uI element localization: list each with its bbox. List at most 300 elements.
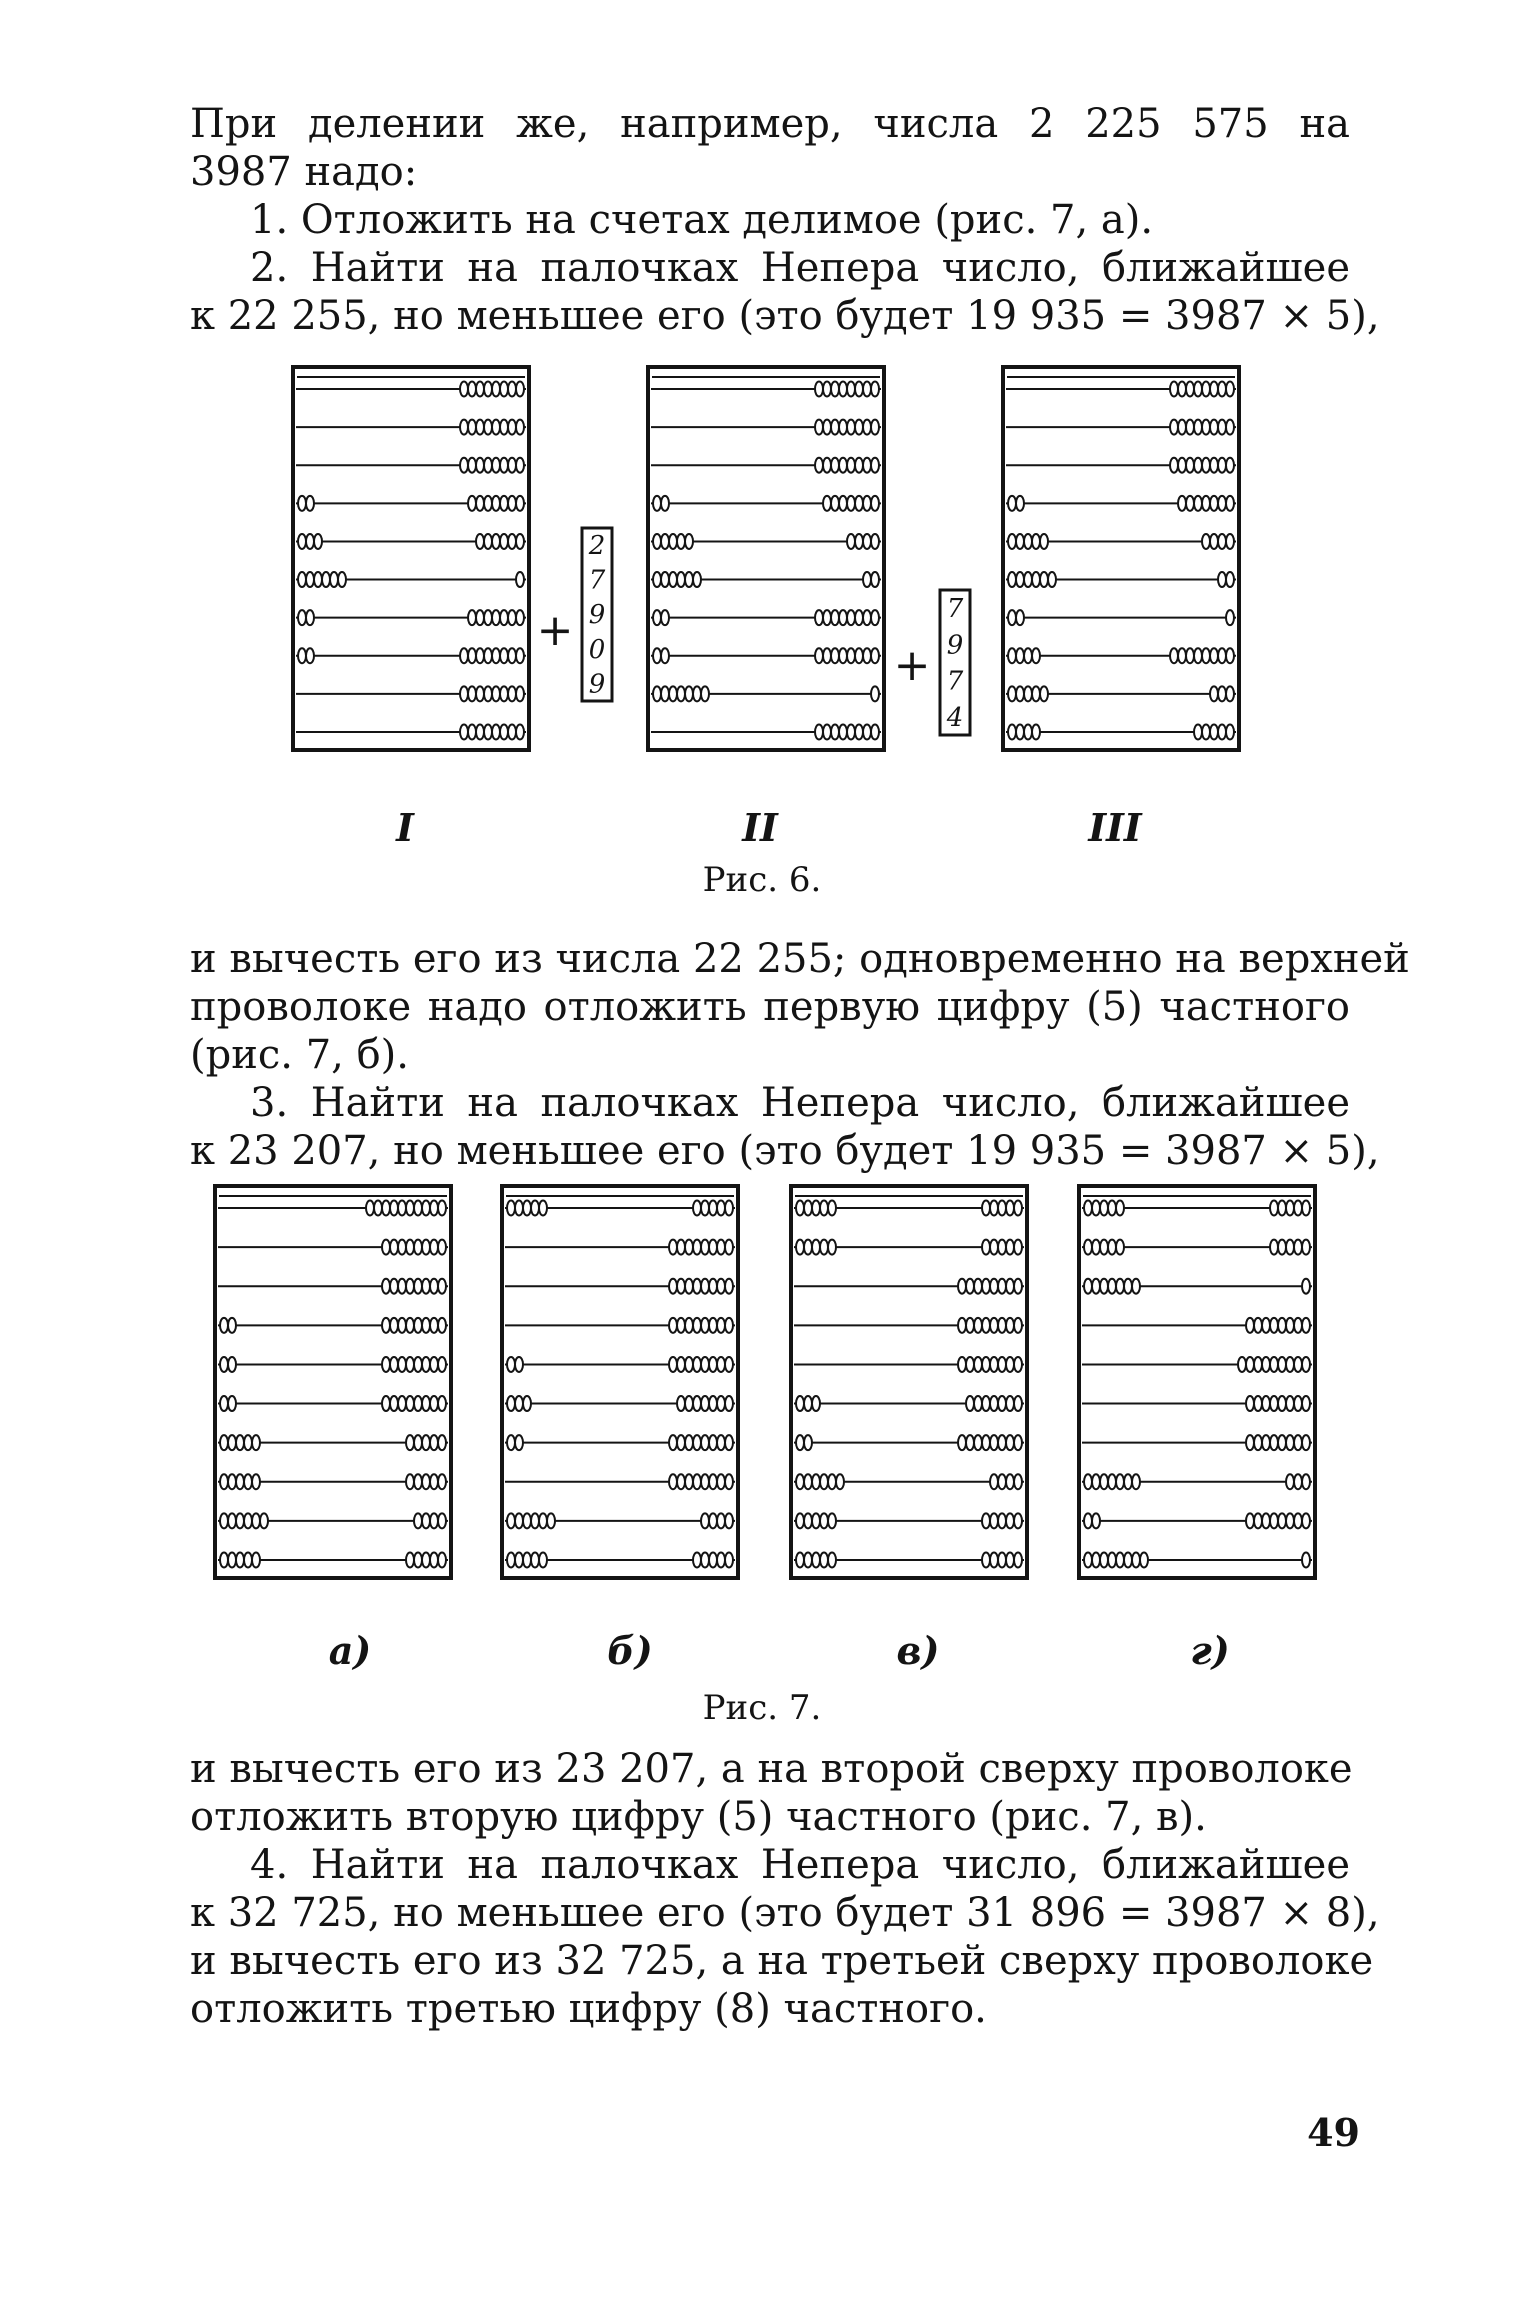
fig7-abacus-v-bead — [828, 1513, 836, 1528]
fig7-abacus-g-bead — [1286, 1201, 1294, 1216]
fig7-abacus-a-bead — [406, 1435, 414, 1450]
fig6-abacus-3-bead — [1170, 382, 1178, 397]
fig6-abacus-2-bead — [839, 610, 847, 625]
fig7-abacus-b-bead — [717, 1279, 725, 1294]
fig7-abacus-b-bead — [685, 1318, 693, 1333]
fig7-abacus-b-bead — [693, 1201, 701, 1216]
fig7-abacus-b-bead — [693, 1279, 701, 1294]
fig7-abacus-a-bead — [438, 1474, 446, 1489]
fig6-abacus-1-bead — [516, 686, 524, 701]
fig7-abacus-g-bead — [1124, 1474, 1132, 1489]
fig6-abacus-2-bead — [653, 496, 661, 511]
fig7-abacus-a-bead — [430, 1240, 438, 1255]
fig6-abacus-1-bead — [516, 534, 524, 549]
fig7-abacus-a-bead — [438, 1279, 446, 1294]
fig6-abacus-1-bead — [492, 648, 500, 663]
fig6-abacus-1-bead — [314, 534, 322, 549]
fig7-abacus-a-bead — [220, 1396, 228, 1411]
fig7-abacus-v-bead — [1006, 1318, 1014, 1333]
fig7-abacus-g-bead — [1246, 1435, 1254, 1450]
fig7-abacus-g-bead — [1302, 1553, 1310, 1568]
fig7-abacus-v-bead — [966, 1318, 974, 1333]
fig6-abacus-3-bead — [1210, 420, 1218, 435]
fig7-abacus-a-bead — [228, 1357, 236, 1372]
fig7-abacus-b-bead — [725, 1357, 733, 1372]
fig7-abacus-v-bead — [998, 1513, 1006, 1528]
fig6-abacus-2-bead — [823, 610, 831, 625]
fig6-abacus-1-bead — [508, 610, 516, 625]
fig7-abacus-v-bead — [1014, 1513, 1022, 1528]
fig7-abacus-b-bead — [677, 1279, 685, 1294]
fig7-abacus-b-bead — [669, 1240, 677, 1255]
fig6-abacus-3-bead — [1226, 420, 1234, 435]
fig7-abacus-g-bead — [1100, 1279, 1108, 1294]
fig7-abacus-a-bead — [406, 1318, 414, 1333]
fig7-abacus-v-bead — [1014, 1279, 1022, 1294]
fig6-abacus-1-bead — [476, 420, 484, 435]
fig7-abacus-v-bead — [804, 1474, 812, 1489]
fig7-abacus-v-bead — [828, 1201, 836, 1216]
fig6-abacus-3-bead — [1008, 572, 1016, 587]
fig6-abacus-1-bead — [508, 534, 516, 549]
fig6-abacus-3-bead — [1218, 534, 1226, 549]
fig7-abacus-v-bead — [796, 1435, 804, 1450]
fig7-abacus-a-bead — [220, 1357, 228, 1372]
fig7-abacus-b-bead — [693, 1318, 701, 1333]
fig7-abacus-v-bead — [990, 1474, 998, 1489]
fig6-abacus-1-bead — [484, 610, 492, 625]
fig7-abacus-g-bead — [1124, 1553, 1132, 1568]
fig6-abacus-1-bead — [508, 382, 516, 397]
fig7-abacus-g-bead — [1278, 1318, 1286, 1333]
fig7-abacus-b-bead — [717, 1357, 725, 1372]
fig7-abacus-g-bead — [1084, 1240, 1092, 1255]
fig7-abacus-b-bead — [717, 1474, 725, 1489]
fig7-abacus-b-bead — [701, 1279, 709, 1294]
fig7-abacus-g-bead — [1294, 1435, 1302, 1450]
fig7-abacus-v-bead — [1014, 1435, 1022, 1450]
fig6-abacus-1-bead — [476, 496, 484, 511]
fig6-abacus-3-bead — [1024, 648, 1032, 663]
fig7-abacus-g-bead — [1302, 1201, 1310, 1216]
fig6-abacus-1-bead — [484, 382, 492, 397]
text-line: 2. Найти на палочках Непера число, ближайшее — [250, 245, 1350, 291]
fig7-abacus-v-bead — [990, 1435, 998, 1450]
text-line: 4. Найти на палочках Непера число, ближайшее — [250, 1842, 1350, 1888]
fig6-abacus-1-bead — [516, 648, 524, 663]
fig7-abacus-a-bead — [430, 1357, 438, 1372]
text-line: к 32 725, но меньшее его (это будет 31 896 = 3987 × 8), — [190, 1890, 1380, 1936]
fig7-abacus-b-bead — [539, 1553, 547, 1568]
fig7-abacus-g-bead — [1254, 1396, 1262, 1411]
fig6-abacus-2-bead — [831, 648, 839, 663]
fig6-abacus-2-bead — [661, 572, 669, 587]
fig6-abacus-2-bead — [855, 382, 863, 397]
fig6-abacus-1-bead — [298, 496, 306, 511]
fig6-abacus-3-bead — [1194, 382, 1202, 397]
fig7-abacus-g-bead — [1286, 1240, 1294, 1255]
fig6-abacus-3-bead — [1210, 458, 1218, 473]
fig7-abacus-b-bead — [677, 1240, 685, 1255]
fig7-abacus-a-bead — [414, 1396, 422, 1411]
fig7-abacus-b-bead — [725, 1318, 733, 1333]
fig7-abacus-g-bead — [1294, 1513, 1302, 1528]
fig7-abacus-a-bead — [390, 1279, 398, 1294]
fig6-abacus-1-bead — [468, 458, 476, 473]
fig6-abacus-2-bead — [839, 420, 847, 435]
fig6-abacus-1-bead — [468, 382, 476, 397]
fig6-abacus-3-bead — [1226, 648, 1234, 663]
fig7-abacus-v-bead — [958, 1318, 966, 1333]
fig7-abacus-g-bead — [1270, 1435, 1278, 1450]
fig6-abacus-2-bead — [855, 458, 863, 473]
fig7-abacus-b-bead — [725, 1240, 733, 1255]
fig6-abacus-2-bead — [871, 572, 879, 587]
fig6-abacus-2-bead — [823, 496, 831, 511]
fig7-abacus-b-bead — [515, 1435, 523, 1450]
fig7-abacus-a-bead — [422, 1474, 430, 1489]
fig7-abacus-a-bead — [374, 1201, 382, 1216]
fig6-abacus-1-bead — [516, 572, 524, 587]
fig6-abacus-1-bead — [484, 420, 492, 435]
fig7-abacus-v-bead — [958, 1357, 966, 1372]
fig7-abacus-a-bead — [438, 1435, 446, 1450]
fig7-abacus-a-bead — [228, 1318, 236, 1333]
fig7-abacus-v-bead — [1006, 1435, 1014, 1450]
fig6-abacus-2-bead — [847, 610, 855, 625]
fig7-abacus-b-bead — [709, 1513, 717, 1528]
fig6-abacus-2-bead — [863, 420, 871, 435]
fig6-abacus-3-bead — [1024, 725, 1032, 740]
text-line: 3987 надо: — [190, 149, 418, 195]
fig6-abacus-1-bead — [516, 420, 524, 435]
fig7-abacus-g-bead — [1286, 1357, 1294, 1372]
fig6-abacus-1-bead — [460, 648, 468, 663]
fig7-abacus-b-bead — [709, 1318, 717, 1333]
fig6-abacus-1-bead — [298, 534, 306, 549]
fig6-rod-1-digit: 7 — [588, 565, 606, 596]
fig7-abacus-g-bead — [1108, 1474, 1116, 1489]
fig6-abacus-2-bead — [855, 534, 863, 549]
fig6-abacus-2-bead — [823, 458, 831, 473]
fig6-abacus-3-bead — [1202, 458, 1210, 473]
fig7-abacus-g-bead — [1132, 1553, 1140, 1568]
fig6-abacus-1-bead — [460, 420, 468, 435]
fig6-abacus-1-bead — [516, 610, 524, 625]
fig6-abacus-2-bead — [815, 610, 823, 625]
fig7-abacus-b-bead — [523, 1513, 531, 1528]
fig6-rod-1-digit: 0 — [588, 634, 606, 665]
fig6-abacus-3-bead — [1024, 572, 1032, 587]
fig7-abacus-b-bead — [685, 1279, 693, 1294]
fig7-abacus-v-bead — [990, 1396, 998, 1411]
fig7-abacus-a-bead — [382, 1318, 390, 1333]
fig6-abacus-2-bead — [653, 610, 661, 625]
fig7-abacus-a-bead — [236, 1474, 244, 1489]
fig7-abacus-v-bead — [1006, 1279, 1014, 1294]
fig6-abacus-2-bead — [685, 534, 693, 549]
fig7-abacus-g-bead — [1286, 1435, 1294, 1450]
fig6-abacus-2-bead — [823, 382, 831, 397]
fig7-abacus-a-bead — [406, 1240, 414, 1255]
fig7-abacus-v-bead — [1014, 1396, 1022, 1411]
fig7-abacus-b-bead — [669, 1318, 677, 1333]
fig7-abacus-b-bead — [725, 1201, 733, 1216]
fig6-caption: Рис. 6. — [702, 860, 822, 900]
fig7-abacus-a-bead — [422, 1357, 430, 1372]
fig7-abacus-g-bead — [1278, 1201, 1286, 1216]
fig7-label-v: в) — [896, 1628, 940, 1673]
fig7-abacus-b-bead — [717, 1318, 725, 1333]
fig7-abacus-g-bead — [1302, 1474, 1310, 1489]
fig7-abacus-a-bead — [244, 1435, 252, 1450]
fig7-abacus-a-bead — [414, 1201, 422, 1216]
fig6-abacus-2-bead — [669, 534, 677, 549]
fig7-abacus-v-bead — [982, 1553, 990, 1568]
fig7-abacus-a-bead — [430, 1474, 438, 1489]
fig6-abacus-2-bead — [871, 496, 879, 511]
fig6-abacus-3-bead — [1218, 648, 1226, 663]
fig7-abacus-v-bead — [982, 1396, 990, 1411]
fig7-abacus-g-bead — [1108, 1201, 1116, 1216]
fig6-abacus-3-bead — [1016, 496, 1024, 511]
fig6-abacus-1-bead — [460, 686, 468, 701]
fig7-abacus-b-bead — [515, 1201, 523, 1216]
fig7-abacus-b-bead — [507, 1553, 515, 1568]
fig7-abacus-g-bead — [1294, 1357, 1302, 1372]
fig6-abacus-2-bead — [815, 458, 823, 473]
fig7-abacus-v-bead — [796, 1240, 804, 1255]
fig7-abacus-b-bead — [701, 1513, 709, 1528]
fig6-abacus-1-bead — [468, 496, 476, 511]
fig7-label-a: а) — [328, 1628, 372, 1673]
fig6-abacus-3-bead — [1008, 534, 1016, 549]
fig7-abacus-v-bead — [1014, 1201, 1022, 1216]
fig7-abacus-b-bead — [669, 1435, 677, 1450]
fig7-abacus-a-bead — [236, 1553, 244, 1568]
fig6-abacus-1-bead — [500, 420, 508, 435]
fig7-abacus-b-bead — [717, 1513, 725, 1528]
text-line: отложить третью цифру (8) частного. — [190, 1986, 987, 2032]
fig7-abacus-a-bead — [220, 1435, 228, 1450]
fig7-abacus-v-bead — [1006, 1396, 1014, 1411]
fig6-abacus-3-bead — [1194, 725, 1202, 740]
fig7-abacus-g-bead — [1092, 1279, 1100, 1294]
fig6-abacus-2-bead — [871, 382, 879, 397]
fig6-abacus-2-bead — [661, 686, 669, 701]
fig6-label-1: I — [396, 805, 414, 850]
fig7-abacus-b-bead — [709, 1474, 717, 1489]
fig6-abacus-1-bead — [338, 572, 346, 587]
fig7-abacus-a-bead — [438, 1201, 446, 1216]
fig6-abacus-2-bead — [815, 648, 823, 663]
fig7-abacus-v-bead — [958, 1279, 966, 1294]
fig7-abacus-v-bead — [812, 1240, 820, 1255]
fig6-rod-1-digit: 2 — [588, 530, 606, 561]
fig7-abacus-a-bead — [430, 1513, 438, 1528]
text-line: 1. Отложить на счетах делимое (рис. 7, а). — [250, 197, 1154, 243]
fig6-abacus-1-bead — [484, 458, 492, 473]
fig7-abacus-g-bead — [1286, 1318, 1294, 1333]
fig7-abacus-v-bead — [796, 1553, 804, 1568]
fig7-abacus-v-bead — [820, 1474, 828, 1489]
fig7-abacus-b-bead — [685, 1474, 693, 1489]
fig7-abacus-b-bead — [701, 1318, 709, 1333]
fig7-abacus-a-bead — [252, 1435, 260, 1450]
fig6-abacus-2-bead — [653, 686, 661, 701]
fig6-abacus-3-bead — [1170, 420, 1178, 435]
fig6-abacus-2-bead — [823, 648, 831, 663]
fig6-abacus-2-bead — [661, 610, 669, 625]
fig7-abacus-a-bead — [220, 1513, 228, 1528]
fig7-abacus-v-bead — [796, 1474, 804, 1489]
fig7-abacus-v-bead — [1006, 1513, 1014, 1528]
fig6-abacus-2-bead — [847, 458, 855, 473]
fig7-abacus-b-bead — [717, 1553, 725, 1568]
fig7-abacus-v-bead — [982, 1279, 990, 1294]
fig7-abacus-a-bead — [220, 1553, 228, 1568]
fig7-abacus-v-bead — [974, 1357, 982, 1372]
fig6-abacus-3-bead — [1032, 686, 1040, 701]
fig6-abacus-2-bead — [847, 534, 855, 549]
fig6-rod-2-digit: 9 — [946, 630, 964, 661]
fig7-abacus-a-bead — [228, 1513, 236, 1528]
fig7-abacus-b-bead — [693, 1435, 701, 1450]
fig7-abacus-a-bead — [406, 1553, 414, 1568]
fig6-abacus-2-bead — [863, 572, 871, 587]
fig7-abacus-b-bead — [669, 1357, 677, 1372]
fig7-abacus-g-bead — [1124, 1279, 1132, 1294]
fig7-abacus-v-bead — [998, 1279, 1006, 1294]
fig6-abacus-1-bead — [298, 572, 306, 587]
fig7-abacus-g-bead — [1108, 1240, 1116, 1255]
fig6-abacus-3-bead — [1218, 686, 1226, 701]
fig7-abacus-a-bead — [438, 1240, 446, 1255]
fig7-abacus-b-bead — [717, 1435, 725, 1450]
fig6-abacus-2-bead — [653, 648, 661, 663]
fig7-abacus-g-bead — [1246, 1513, 1254, 1528]
fig7-abacus-a-bead — [422, 1318, 430, 1333]
fig7-abacus-a-bead — [430, 1435, 438, 1450]
fig6-abacus-1-bead — [508, 686, 516, 701]
fig7-abacus-b-bead — [507, 1396, 515, 1411]
fig6-abacus-2-bead — [847, 648, 855, 663]
fig7-abacus-b-bead — [523, 1201, 531, 1216]
fig7-abacus-v-bead — [982, 1357, 990, 1372]
fig7-abacus-b-bead — [725, 1279, 733, 1294]
fig6-abacus-1-bead — [460, 382, 468, 397]
fig7-abacus-g-bead — [1302, 1513, 1310, 1528]
fig7-abacus-a-bead — [244, 1553, 252, 1568]
fig7-abacus-b-bead — [725, 1553, 733, 1568]
fig6-abacus-2-bead — [855, 496, 863, 511]
fig7-abacus-v-bead — [820, 1240, 828, 1255]
fig7-abacus-g-bead — [1084, 1474, 1092, 1489]
fig7-abacus-g-bead — [1294, 1318, 1302, 1333]
fig7-abacus-g-bead — [1286, 1396, 1294, 1411]
fig7-abacus-a-bead — [382, 1240, 390, 1255]
text-line: к 22 255, но меньшее его (это будет 19 935 = 3987 × 5), — [190, 293, 1380, 339]
fig7-abacus-b-bead — [717, 1201, 725, 1216]
fig7-abacus-a-bead — [422, 1279, 430, 1294]
fig6-abacus-1-bead — [306, 496, 314, 511]
fig6-abacus-3-bead — [1194, 458, 1202, 473]
fig7-abacus-v-bead — [836, 1474, 844, 1489]
fig6-abacus-3-bead — [1226, 382, 1234, 397]
fig7-abacus-v-bead — [812, 1553, 820, 1568]
fig7-abacus-v-bead — [958, 1435, 966, 1450]
fig6-abacus-3-bead — [1210, 534, 1218, 549]
fig6-abacus-1-bead — [468, 686, 476, 701]
fig6-abacus-3-bead — [1194, 420, 1202, 435]
fig6-abacus-1-bead — [508, 648, 516, 663]
fig6-rod-1-digit: 9 — [588, 600, 606, 631]
fig7-abacus-g-bead — [1262, 1435, 1270, 1450]
fig7-abacus-v-bead — [966, 1279, 974, 1294]
fig7-abacus-a-bead — [422, 1553, 430, 1568]
fig7-abacus-v-bead — [1006, 1553, 1014, 1568]
fig6-abacus-2-bead — [863, 610, 871, 625]
fig6-abacus-2-bead — [863, 648, 871, 663]
fig7-abacus-b-bead — [677, 1396, 685, 1411]
fig7-abacus-g-bead — [1116, 1553, 1124, 1568]
fig6-rod-2-digit: 7 — [946, 594, 964, 625]
text-line: и вычесть его из 32 725, а на третьей сверху проволоке — [190, 1938, 1374, 1984]
fig7-abacus-b-bead — [693, 1396, 701, 1411]
fig7-abacus-b-bead — [507, 1435, 515, 1450]
fig6-abacus-2-bead — [693, 572, 701, 587]
fig7-abacus-b-bead — [507, 1513, 515, 1528]
fig6-abacus-2-bead — [871, 725, 879, 740]
fig7-abacus-v-bead — [982, 1435, 990, 1450]
fig6-abacus-1-bead — [468, 725, 476, 740]
fig6-abacus-3-bead — [1008, 648, 1016, 663]
fig7-abacus-g-bead — [1262, 1396, 1270, 1411]
fig7-abacus-b-bead — [547, 1513, 555, 1528]
fig6-abacus-2-bead — [863, 458, 871, 473]
fig7-abacus-g-bead — [1302, 1279, 1310, 1294]
fig7-abacus-b-bead — [701, 1553, 709, 1568]
fig6-abacus-2-bead — [685, 572, 693, 587]
fig7-abacus-a-bead — [228, 1435, 236, 1450]
fig7-abacus-a-bead — [422, 1396, 430, 1411]
fig6-abacus-2-bead — [863, 382, 871, 397]
fig6-abacus-1-bead — [508, 420, 516, 435]
fig6-abacus-1-bead — [460, 458, 468, 473]
fig7-abacus-a-bead — [422, 1201, 430, 1216]
fig6-abacus-3-bead — [1016, 725, 1024, 740]
fig6-abacus-3-bead — [1178, 420, 1186, 435]
fig7-abacus-v-bead — [804, 1553, 812, 1568]
fig6-abacus-1-bead — [500, 610, 508, 625]
fig7-abacus-g-bead — [1302, 1357, 1310, 1372]
fig7-abacus-a-bead — [414, 1240, 422, 1255]
fig6-abacus-1-bead — [516, 458, 524, 473]
fig7-abacus-a-bead — [438, 1553, 446, 1568]
fig7-abacus-g-bead — [1254, 1357, 1262, 1372]
fig6-abacus-2-bead — [863, 725, 871, 740]
fig6-abacus-3-bead — [1016, 610, 1024, 625]
fig6-abacus-2-bead — [831, 382, 839, 397]
fig7-abacus-a-bead — [398, 1318, 406, 1333]
fig6-abacus-3-bead — [1032, 534, 1040, 549]
fig7-abacus-g-bead — [1084, 1201, 1092, 1216]
fig7-abacus-g-bead — [1286, 1513, 1294, 1528]
fig7-abacus-g-bead — [1278, 1357, 1286, 1372]
fig6-abacus-1-bead — [476, 686, 484, 701]
fig7-abacus-a-bead — [414, 1318, 422, 1333]
fig7-abacus-a-bead — [382, 1357, 390, 1372]
